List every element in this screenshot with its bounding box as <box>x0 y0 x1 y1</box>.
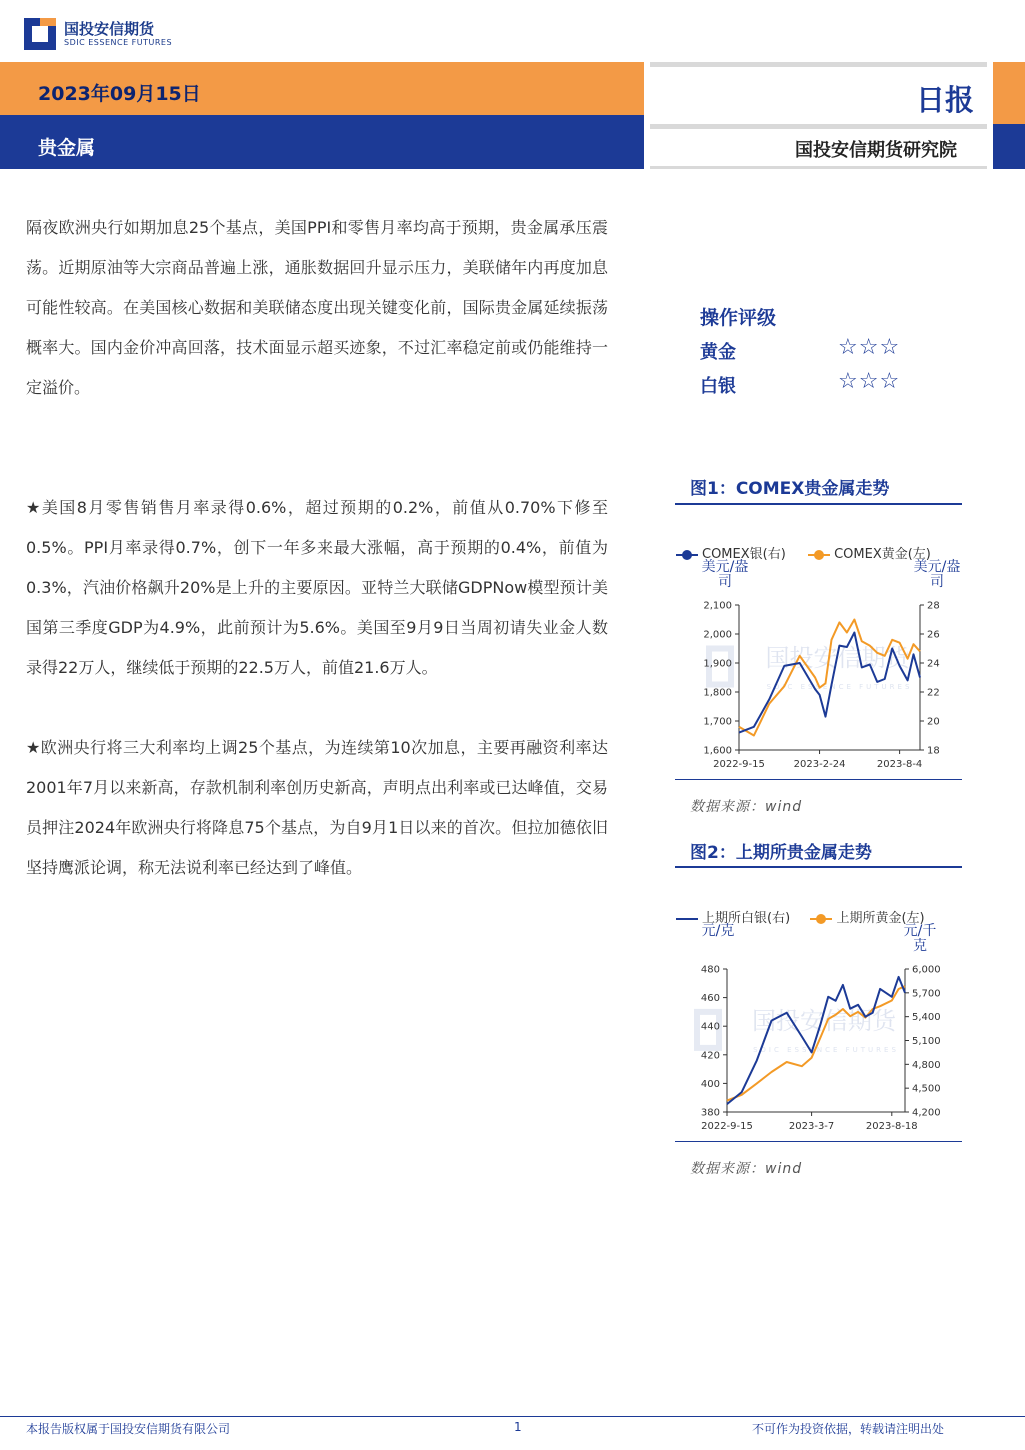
left-tick-label: 460 <box>700 993 720 1005</box>
header-divider <box>650 62 987 67</box>
header-category-bar <box>0 115 644 169</box>
rating-label-silver: 白银 <box>700 376 736 397</box>
logo-mark-icon <box>24 18 56 50</box>
x-tick-label: 2023-8-18 <box>865 1121 918 1132</box>
left-tick-label: 400 <box>700 1078 720 1090</box>
rating-stars-silver: ☆☆☆ <box>838 369 901 394</box>
figure2-title: 图2：上期所贵金属走势 <box>690 843 872 863</box>
figure1-chart <box>675 592 962 777</box>
figure1-bottom-rule <box>675 779 962 780</box>
x-tick-label: 2022-9-15 <box>701 1121 753 1132</box>
right-tick-label: 4,800 <box>912 1059 941 1071</box>
left-tick-label: 1,700 <box>703 716 732 728</box>
figure2-left-unit: 元/克 <box>701 923 735 939</box>
figure1-left-unit: 美元/盎司 <box>701 559 749 590</box>
page-number: 1 <box>514 1420 522 1434</box>
legend-silver-label: COMEX银(右) <box>702 547 786 562</box>
summary-paragraph: 隔夜欧洲央行如期加息25个基点，美国PPI和零售月率均高于预期，贵金属承压震荡。近期原油等大宗商品普遍上涨，通胀数据回升显示压力，美联储年内再度加息可能性较高。在美国核心数据和美联储态度出现关键变化前，国际贵金属延续振荡概率大。国内金价冲高回落，技术面显示超买迹象，不过汇率稳定前或仍能维持一定溢价。 <box>26 218 608 397</box>
gold-series-line <box>739 620 920 736</box>
footer-disclaimer: 不可作为投资依据，转载请注明出处 <box>752 1422 945 1436</box>
report-date: 2023年09月15日 <box>38 83 201 105</box>
right-tick-label: 20 <box>927 716 940 728</box>
header-accent-block <box>993 124 1025 169</box>
header-divider <box>650 124 987 129</box>
right-tick-label: 22 <box>927 687 940 699</box>
right-tick-label: 6,000 <box>912 964 941 976</box>
x-tick-label: 2023-8-4 <box>876 759 923 770</box>
figure2-chart <box>675 956 962 1139</box>
figure1-top-rule <box>675 503 962 505</box>
logo-text-en: SDIC ESSENCE FUTURES <box>64 38 173 47</box>
legend-shfe-gold-label: 上期所黄金(左) <box>836 911 925 926</box>
legend-silver-swatch <box>676 548 698 562</box>
right-tick-label: 5,100 <box>912 1036 941 1047</box>
legend-shfe-silver-label: 上期所白银(右) <box>702 911 791 926</box>
left-tick-label: 1,600 <box>703 745 732 757</box>
left-tick-label: 2,000 <box>703 629 732 641</box>
right-tick-label: 4,500 <box>912 1083 941 1095</box>
figure1-source: 数据来源：wind <box>690 799 803 815</box>
watermark-text: 国投安信期货 <box>765 643 910 672</box>
figure2-top-rule <box>675 866 962 868</box>
institute-name: 国投安信期货研究院 <box>795 140 957 161</box>
report-category: 贵金属 <box>38 137 96 159</box>
figure1-right-unit: 美元/盎司 <box>913 559 961 590</box>
right-tick-label: 26 <box>927 629 940 641</box>
right-tick-label: 5,400 <box>912 1012 941 1024</box>
rating-label-gold: 黄金 <box>700 342 736 363</box>
watermark-text-en: SDIC ESSENCE FUTURES <box>766 683 913 692</box>
figure2-source: 数据来源：wind <box>690 1161 803 1177</box>
right-tick-label: 18 <box>927 745 940 757</box>
footer-rule <box>0 1416 1025 1417</box>
left-tick-label: 420 <box>700 1050 720 1062</box>
header-divider <box>650 166 987 169</box>
watermark-text: 国投安信期货 <box>752 1007 896 1036</box>
left-tick-label: 440 <box>700 1021 720 1033</box>
logo-text: 国投安信期货 <box>64 20 155 38</box>
ecb-paragraph: ★欧洲央行将三大利率均上调25个基点，为连续第10次加息，主要再融资利率达2001年7月以来新高，存款机制利率创历史新高，声明点出利率或已达峰值，交易员押注2024年欧洲央行将降息75个基点，为自9月1日以来的首次。但拉加德依旧坚持鹰派论调，称无法说利率已经达到了峰值。 <box>26 738 608 877</box>
right-tick-label: 28 <box>927 600 940 612</box>
report-type: 日报 <box>916 83 975 117</box>
us-data-paragraph: ★美国8月零售销售月率录得0.6%，超过预期的0.2%，前值从0.70%下修至0.5%。PPI月率录得0.7%，创下一年多来最大涨幅，高于预期的0.4%，前值为0.3%，汽油价格飙升20%是上升的主要原因。亚特兰大联储GDPNow模型预计美国第三季度GDP为4.9%，此前预计为5.6%。美国至9月9日当周初请失业金人数录得22万人，继续低于预期的22.5万人，前值21.6万人。 <box>26 498 608 677</box>
gold-series-line <box>727 986 905 1100</box>
rating-title: 操作评级 <box>700 307 777 329</box>
right-tick-label: 24 <box>927 658 940 670</box>
right-tick-label: 4,200 <box>912 1107 941 1119</box>
x-tick-label: 2022-9-15 <box>713 759 765 770</box>
legend-shfe-gold-swatch <box>810 912 832 926</box>
header-accent-block <box>993 62 1025 124</box>
left-tick-label: 380 <box>700 1107 720 1119</box>
legend-gold-swatch <box>808 548 830 562</box>
legend-gold-label: COMEX黄金(左) <box>834 547 931 562</box>
figure2-right-unit: 元/千克 <box>903 923 937 954</box>
left-tick-label: 1,800 <box>703 687 732 699</box>
figure1-title: 图1：COMEX贵金属走势 <box>690 479 890 499</box>
legend-shfe-silver-swatch <box>676 912 698 926</box>
x-tick-label: 2023-2-24 <box>793 759 846 770</box>
figure2-bottom-rule <box>675 1141 962 1142</box>
left-tick-label: 1,900 <box>703 658 732 670</box>
rating-stars-gold: ☆☆☆ <box>838 335 901 360</box>
watermark-text-en: SDIC ESSENCE FUTURES <box>753 1045 899 1054</box>
x-tick-label: 2023-3-7 <box>788 1121 835 1132</box>
footer-copyright: 本报告版权属于国投安信期货有限公司 <box>26 1422 231 1436</box>
right-tick-label: 5,700 <box>912 988 941 1000</box>
left-tick-label: 2,100 <box>703 600 732 612</box>
left-tick-label: 480 <box>700 964 720 976</box>
